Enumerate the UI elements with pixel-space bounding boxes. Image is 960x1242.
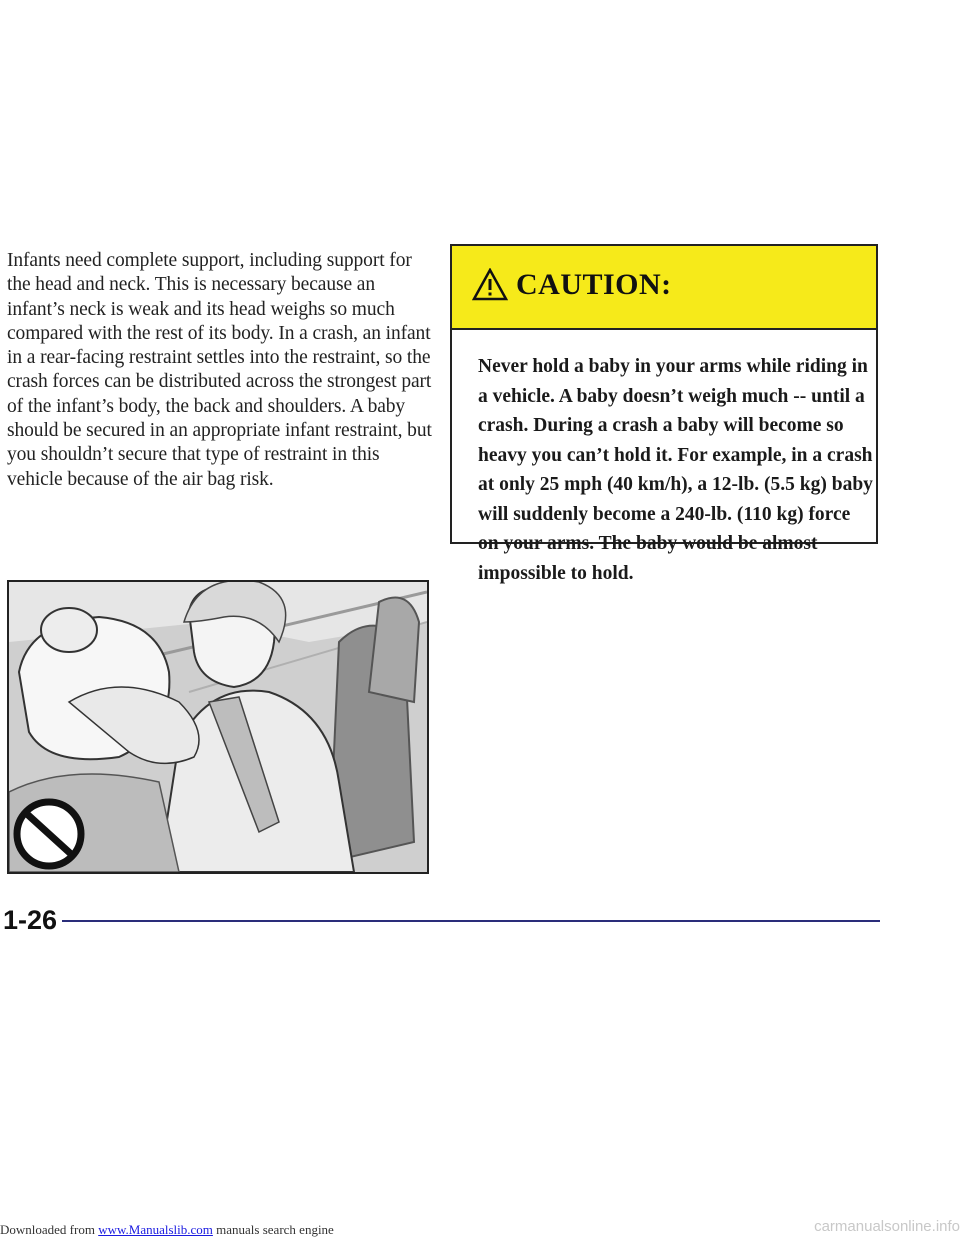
download-footer-suffix: manuals search engine xyxy=(212,1222,334,1237)
page-number: 1-26 xyxy=(3,905,58,935)
caution-header xyxy=(452,246,876,330)
illustration-drawing xyxy=(9,582,427,872)
watermark: carmanualsonline.info xyxy=(814,1218,960,1235)
warning-triangle-icon xyxy=(472,268,508,301)
body-paragraph: Infants need complete support, including support for the head and neck. This is necessary because an infant’s neck is weak and its head weighs so much compared with the rest of its body. In a crash, an infant in a rear-facing restraint settles into the restraint, so the crash forces can be distributed across the strongest part of the infant’s body, the back and shoulders. A baby should be secured in an appropriate infant restraint, but you shouldn’t secure that type of restraint in this vehicle because of the air bag risk. xyxy=(7,250,432,490)
download-footer-prefix: Downloaded from xyxy=(0,1222,99,1237)
illustration-woman-holding-baby xyxy=(7,580,429,874)
download-footer xyxy=(0,1222,334,1238)
caution-text: Never hold a baby in your arms while riding in a vehicle. A baby doesn’t weigh much -- until a crash. During a crash a baby will become so heavy you can’t hold it. For example, in a crash at only 25 mph (40 km/h), a 12-lb. (5.5 kg) baby will suddenly become a 240-lb. (110 kg) force on your arms. The baby would be almost impossible to hold. xyxy=(478,356,873,584)
caution-title: CAUTION: xyxy=(516,268,672,301)
caution-box xyxy=(450,244,878,584)
footer-rule xyxy=(62,920,880,922)
manualslib-link[interactable]: www.Manualslib.com xyxy=(98,1222,213,1237)
